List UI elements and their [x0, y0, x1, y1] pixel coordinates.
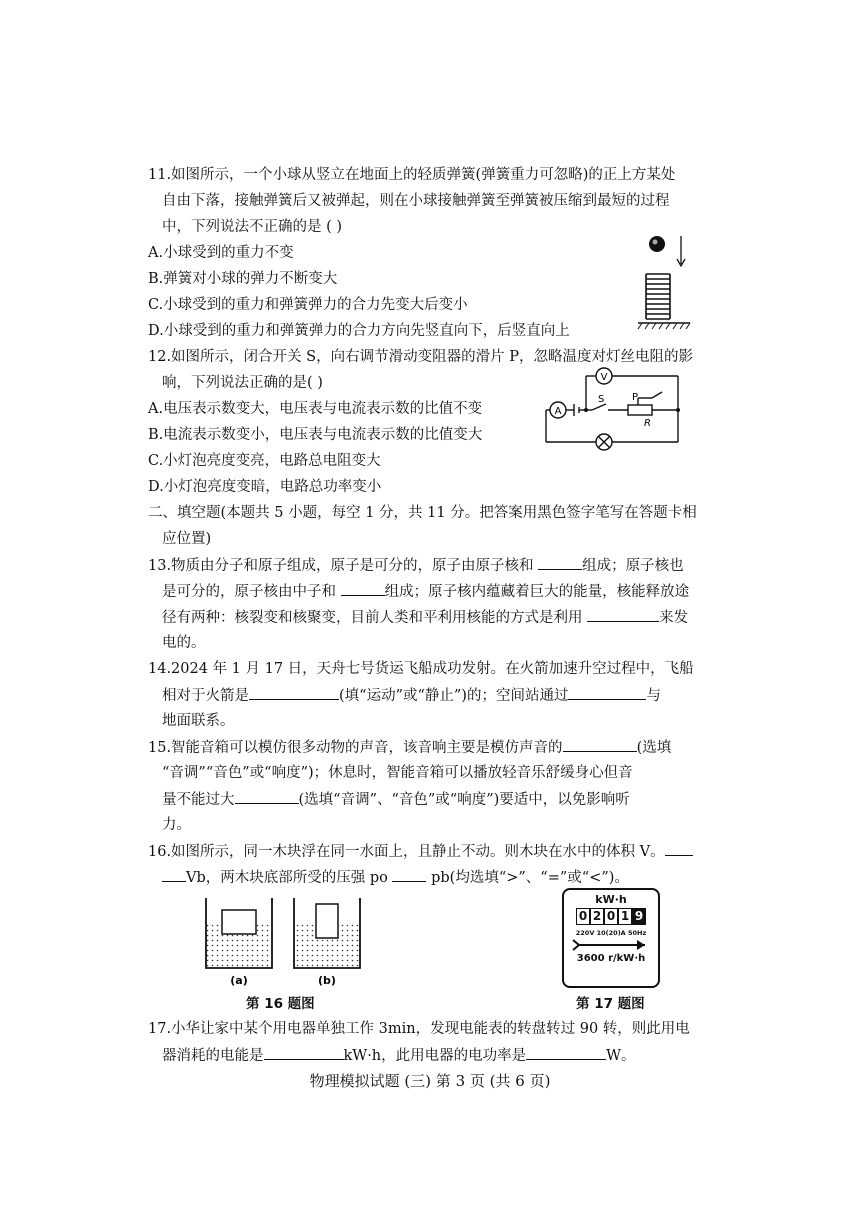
meter-unit: kW·h	[595, 893, 627, 906]
ammeter-label: A	[554, 406, 562, 417]
electricity-meter	[562, 888, 660, 988]
meter-digit: 1	[618, 908, 632, 925]
q15-line1: 15.智能音箱可以模仿很多动物的声音，该音响主要是模仿声音的 (选填	[148, 737, 671, 758]
q11-line3: 中，下列说法不正确的是 ( )	[162, 219, 343, 235]
meter-digit-decimal: 9	[632, 908, 646, 925]
q11-option-b: B.弹簧对小球的弹力不断变大	[148, 271, 338, 287]
figure-16-caption: 第 16 题图	[246, 996, 315, 1012]
q17-line2: 器消耗的电能是 kW·h，此用电器的电功率是 W。	[162, 1045, 636, 1066]
meter-digit: 0	[576, 908, 590, 925]
q14-line3: 地面联系。	[162, 713, 235, 729]
beakers-figure	[196, 894, 386, 990]
meter-digit: 0	[604, 908, 618, 925]
q12-option-c: C.小灯泡亮度变亮，电路总电阻变大	[148, 453, 381, 469]
answer-blank[interactable]	[162, 867, 186, 882]
answer-blank[interactable]	[587, 607, 659, 622]
slider-label: P	[632, 392, 639, 403]
answer-blank[interactable]	[538, 555, 582, 570]
answer-blank[interactable]	[341, 581, 385, 596]
meter-digit: 2	[590, 908, 604, 925]
q14-line2: 相对于火箭是 (填“运动”或“静止”)的；空间站通过 与	[162, 685, 661, 706]
q13-line2: 是可分的，原子核由中子和 组成；原子核内蕴藏着巨大的能量，核能释放途	[162, 581, 689, 602]
q15-line3: 量不能过大 (选填“音调”、“音色”或“响度”)要适中，以免影响听	[162, 789, 630, 810]
answer-blank[interactable]	[264, 1045, 344, 1060]
q17-line1: 17.小华让家中某个用电器单独工作 3min，发现电能表的转盘转过 90 转，则此用电	[148, 1021, 690, 1037]
answer-blank[interactable]	[392, 867, 426, 882]
q11-line1: 11.如图所示，一个小球从竖立在地面上的轻质弹簧(弹簧重力可忽略)的正上方某处	[148, 167, 676, 183]
q12-option-b: B.电流表示数变小，电压表与电流表示数的比值变大	[148, 427, 483, 443]
q12-line1: 12.如图所示，闭合开关 S，向右调节滑动变阻器的滑片 P，忽略温度对灯丝电阻的影	[148, 349, 693, 365]
beaker-b-label: (b)	[318, 974, 336, 987]
meter-spec: 220V 10(20)A 50Hz	[575, 929, 647, 937]
q11-option-c: C.小球受到的重力和弹簧弹力的合力先变大后变小	[148, 297, 468, 313]
answer-blank[interactable]	[526, 1045, 606, 1060]
q11-option-d: D.小球受到的重力和弹簧弹力的合力方向先竖直向下，后竖直向上	[148, 323, 570, 339]
figure-17-caption: 第 17 题图	[576, 996, 645, 1012]
switch-label: S	[598, 394, 605, 405]
q13-line3: 径有两种：核裂变和核聚变，目前人类和平利用核能的方式是利用 来发	[162, 607, 688, 628]
answer-blank[interactable]	[249, 685, 339, 700]
answer-blank[interactable]	[563, 737, 637, 752]
meter-disc-arrow-icon	[571, 939, 651, 951]
circuit-diagram	[538, 362, 688, 456]
q12-line2: 响，下列说法正确的是( )	[162, 375, 323, 391]
answer-blank[interactable]	[568, 685, 646, 700]
beaker-a-label: (a)	[230, 974, 248, 987]
q12-option-d: D.小灯泡亮度变暗，电路总功率变小	[148, 479, 382, 495]
section2-line1: 二、填空题(本题共 5 小题，每空 1 分，共 11 分。把答案用黑色签字笔写在答题卡相	[148, 505, 697, 521]
q16-line1: 16.如图所示，同一木块浮在同一水面上，且静止不动。则木块在水中的体积 V。	[148, 841, 693, 862]
q11-option-a: A.小球受到的重力不变	[148, 245, 294, 261]
voltmeter-label: V	[600, 372, 608, 383]
answer-blank[interactable]	[235, 789, 299, 804]
spring-ball-figure	[630, 232, 700, 332]
section2-line2: 应位置)	[162, 531, 212, 547]
meter-digits	[564, 908, 658, 925]
page-footer: 物理模拟试题 (三) 第 3 页 (共 6 页)	[309, 1072, 551, 1090]
answer-blank[interactable]	[665, 841, 693, 856]
meter-rate: 3600 r/kW·h	[576, 953, 646, 964]
q13-line4: 电的。	[162, 635, 206, 651]
q15-line2: “音调”“音色”或“响度”)；休息时，智能音箱可以播放轻音乐舒缓身心但音	[162, 765, 633, 781]
q14-line1: 14.2024 年 1 月 17 日，天舟七号货运飞船成功发射。在火箭加速升空过程中，飞船	[148, 661, 694, 677]
q16-line2: Vb，两木块底部所受的压强 po pb(均选填“>”、“=”或“<”)。	[162, 867, 629, 888]
resistor-label: R	[644, 418, 651, 429]
q11-line2: 自由下落，接触弹簧后又被弹起，则在小球接触弹簧至弹簧被压缩到最短的过程	[162, 193, 670, 209]
q13-line1: 13.物质由分子和原子组成，原子是可分的，原子由原子核和 组成；原子核也	[148, 555, 684, 576]
q15-line4: 力。	[162, 817, 191, 833]
q12-option-a: A.电压表示数变大，电压表与电流表示数的比值不变	[148, 401, 483, 417]
